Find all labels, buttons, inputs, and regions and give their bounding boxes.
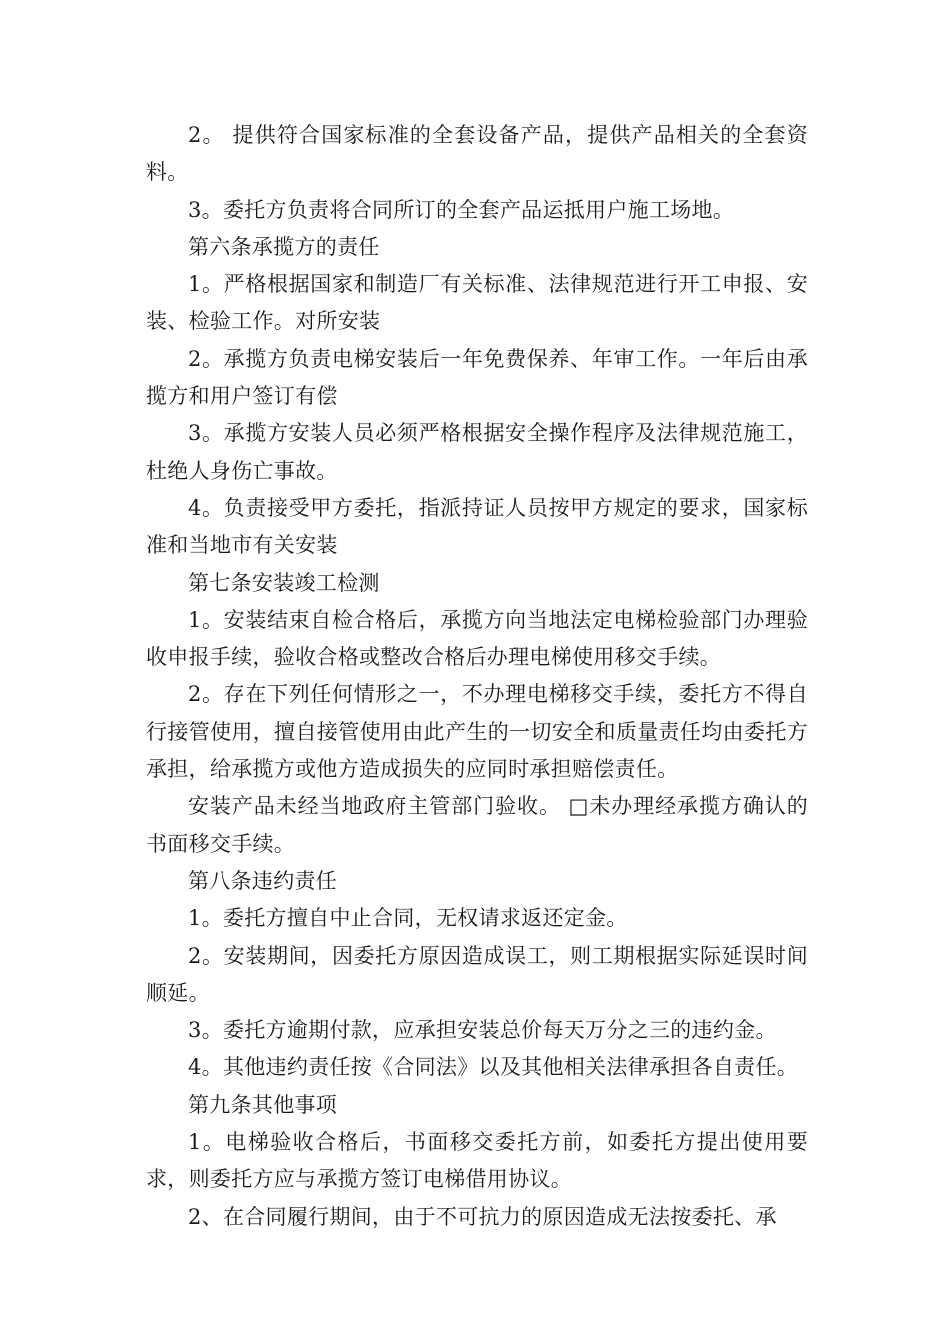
section-heading-article-6: 第六条承揽方的责任	[188, 234, 380, 259]
section-heading-article-8: 第八条违约责任	[188, 868, 338, 893]
paragraph-article-6-item-2: 2。承揽方负责电梯安装后一年免费保养、年审工作。一年后由承揽方和用户签订有偿	[146, 346, 808, 409]
paragraph-article-6-item-3: 3。承揽方安装人员必须严格根据安全操作程序及法律规范施工，杜绝人身伤亡事故。	[146, 421, 808, 483]
paragraph-article-8-item-4: 4。其他违约责任按《合同法》以及其他相关法律承担各自责任。	[188, 1055, 799, 1080]
section-heading-article-9: 第九条其他事项	[188, 1092, 338, 1117]
paragraph-article-7-item-2: 2。存在下列任何情形之一，不办理电梯移交手续，委托方不得自行接管使用，擅自接管使用由此产生的一切安全和质量责任均由委托方承担，给承揽方或他方造成损失的应同时承担赔偿责任。	[146, 682, 808, 782]
paragraph-article-7-item-1: 1。安装结束自检合格后，承揽方向当地法定电梯检验部门办理验收申报手续，验收合格或整改合格后办理电梯使用移交手续。	[146, 607, 808, 670]
paragraph-article-9-item-1: 1。电梯验收合格后，书面移交委托方前，如委托方提出使用要求，则委托方应与承揽方签订电梯借用协议。	[146, 1130, 808, 1192]
paragraph-article-6-item-1: 1。严格根据国家和制造厂有关标准、法律规范进行开工申报、安装、检验工作。对所安装	[146, 272, 808, 334]
paragraph-article-7-conditions: 安装产品未经当地政府主管部门验收。 □未办理经承揽方确认的书面移交手续。	[146, 794, 808, 856]
paragraph-article-9-item-2: 2、在合同履行期间，由于不可抗力的原因造成无法按委托、承	[188, 1204, 777, 1229]
paragraph-delivery: 3。委托方负责将合同所订的全套产品运抵用户施工场地。	[188, 197, 735, 222]
paragraph-article-8-item-2: 2。安装期间，因委托方原因造成误工，则工期根据实际延误时间顺延。	[146, 943, 808, 1005]
section-heading-article-7: 第七条安装竣工检测	[188, 570, 380, 595]
paragraph-article-8-item-1: 1。委托方擅自中止合同，无权请求返还定金。	[188, 906, 628, 931]
paragraph-supply-equipment: 2。 提供符合国家标准的全套设备产品，提供产品相关的全套资料。	[146, 123, 808, 185]
paragraph-article-8-item-3: 3。委托方逾期付款，应承担安装总价每天万分之三的违约金。	[188, 1018, 777, 1043]
document-body	[146, 117, 808, 1236]
paragraph-article-6-item-4: 4。负责接受甲方委托，指派持证人员按甲方规定的要求，国家标准和当地市有关安装	[146, 495, 808, 558]
